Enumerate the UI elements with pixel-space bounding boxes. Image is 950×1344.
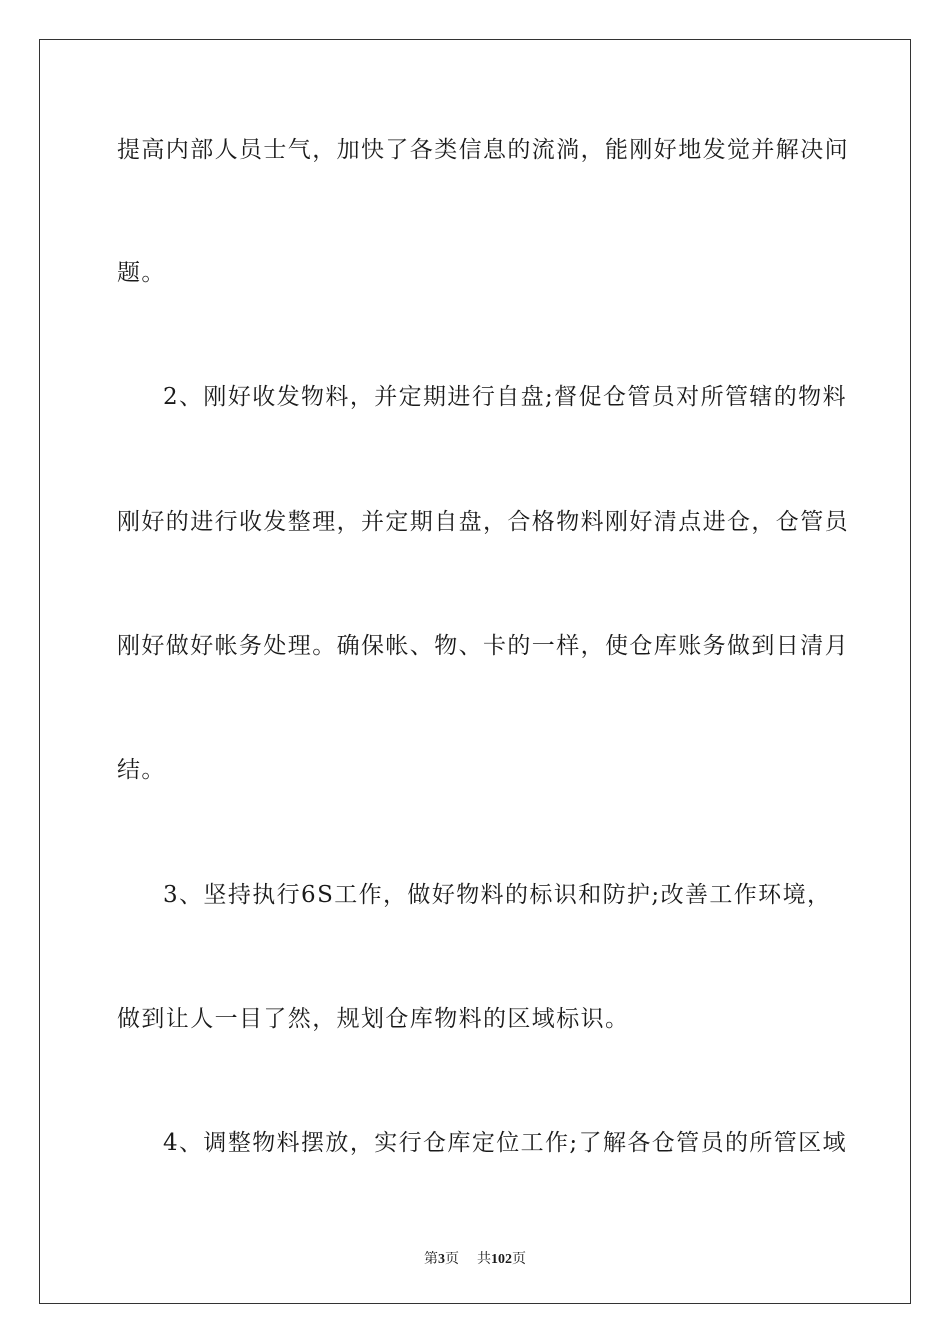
footer-total-pages: 102: [491, 1252, 512, 1267]
paragraph-line-4: 刚好的进行收发整理，并定期自盘，合格物料刚好清点进仓，仓管员: [117, 509, 849, 535]
paragraph-line-3: 2、刚好收发物料，并定期进行自盘;督促仓管员对所管辖的物料: [163, 384, 847, 410]
paragraph-line-2: 题。: [117, 260, 166, 286]
footer-page-number: 3: [438, 1252, 445, 1267]
page-border: [39, 39, 911, 1304]
paragraph-line-1: 提高内部人员士气，加快了各类信息的流淌，能刚好地发觉并解决问: [117, 137, 849, 163]
footer-page-suffix: 页: [445, 1251, 459, 1267]
paragraph-line-8: 做到让人一目了然，规划仓库物料的区域标识。: [117, 1006, 630, 1032]
paragraph-line-9: 4、调整物料摆放，实行仓库定位工作;了解各仓管员的所管区域: [163, 1130, 847, 1156]
footer-total-prefix: 共: [477, 1251, 491, 1267]
footer-page-prefix: 第: [424, 1251, 438, 1267]
paragraph-line-7: 3、坚持执行6S工作，做好物料的标识和防护;改善工作环境，: [163, 882, 832, 908]
page-footer: [0, 1250, 950, 1269]
paragraph-line-5: 刚好做好帐务处理。确保帐、物、卡的一样，使仓库账务做到日清月: [117, 633, 849, 659]
paragraph-line-6: 结。: [117, 757, 166, 783]
footer-total-suffix: 页: [512, 1251, 526, 1267]
